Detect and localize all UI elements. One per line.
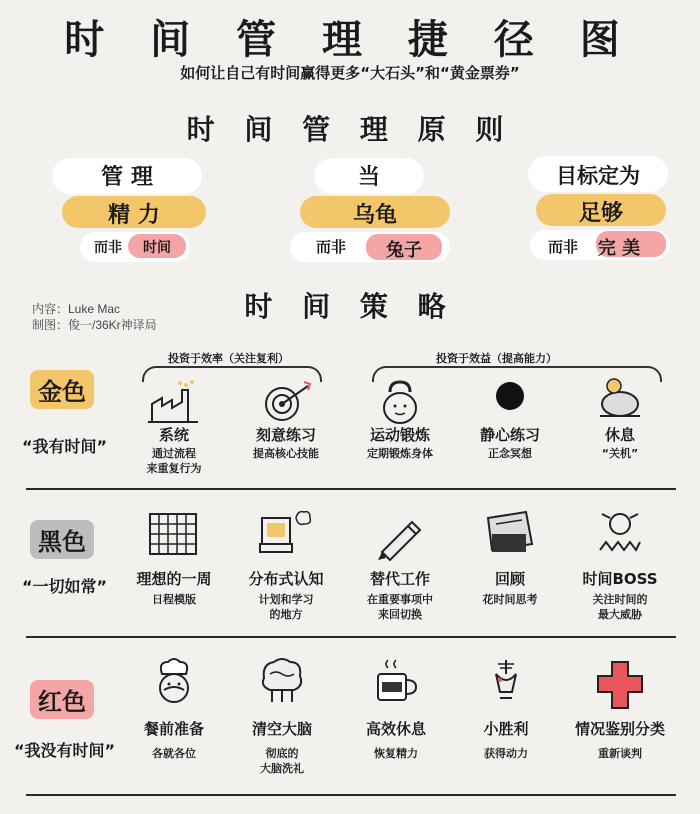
item-sub: 正念冥想 (488, 447, 532, 460)
principle-3-mid: 足够 (578, 201, 623, 226)
item-sub: 日程模版 (152, 593, 196, 606)
item-label: 系统 (158, 426, 189, 444)
item-label: 清空大脑 (251, 720, 312, 738)
principle-2-bottom: 兔子 (386, 240, 422, 261)
item-label: 回顾 (494, 570, 525, 588)
principle-2-top: 当 (357, 165, 380, 190)
computer-icon (258, 506, 314, 558)
item-label: 理想的一周 (136, 570, 212, 588)
row-tag-gold: 金色 (30, 370, 94, 409)
divider (26, 636, 676, 638)
credit-made-by: 制图：俊一/36Kr神译局 (32, 318, 157, 332)
inbox-icon (482, 504, 538, 556)
principle-1-bottom: 时间 (143, 240, 171, 256)
strategy-title: 时 间 策 略 (244, 290, 456, 323)
item-label: 刻意练习 (255, 426, 316, 444)
item-sub: 各就各位 (152, 747, 196, 760)
item-sub: 提高核心技能 (253, 447, 319, 460)
pen-icon (372, 510, 428, 562)
row-tag-black: 黑色 (30, 520, 94, 559)
item-sub: 来回切换 (378, 608, 422, 621)
item-sub: 获得动力 (484, 747, 528, 760)
item-sub: 重新谈判 (598, 747, 642, 760)
brain-icon (254, 654, 310, 706)
item-sub: 通过流程 (152, 447, 196, 460)
item-label: 分布式认知 (248, 570, 324, 588)
principle-1-mid: 精 力 (108, 203, 160, 228)
invest-efficiency-label: 投资于效率（关注复利） (168, 352, 289, 365)
item-label: 小胜利 (483, 720, 529, 738)
item-label: 情况鉴别分类 (574, 720, 665, 738)
row-quote-gold: “我有时间” (22, 437, 108, 456)
principle-3-top: 目标定为 (556, 164, 640, 188)
divider (26, 794, 676, 796)
row-quote-red: “我没有时间” (14, 741, 116, 760)
item-label: 静心练习 (479, 426, 540, 444)
page-title: 时 间 管 理 捷 径 图 (64, 17, 636, 63)
principle-1-top: 管 理 (101, 165, 153, 190)
item-label: 高效休息 (365, 720, 426, 738)
credit-content: 内容：Luke Mac (32, 302, 121, 316)
item-sub: 计划和学习 (258, 593, 314, 606)
item-sub: “关机” (601, 447, 639, 460)
factory-icon (146, 378, 202, 430)
item-sub: 定期锻炼身体 (367, 447, 433, 460)
trophy-icon (478, 656, 534, 708)
row-tag-red: 红色 (30, 680, 94, 719)
principle-1-prefix: 而非 (94, 240, 122, 256)
item-label: 休息 (604, 426, 635, 444)
circle-icon (482, 376, 538, 428)
item-label: 运动锻炼 (369, 426, 430, 444)
coffee-mug-icon (368, 656, 424, 708)
principle-2-mid: 乌龟 (352, 203, 397, 228)
principle-2-prefix: 而非 (315, 238, 346, 256)
principle-3-bottom: 完 美 (597, 238, 641, 259)
item-sub: 来重复行为 (146, 462, 202, 475)
principles-title: 时 间 管 理 原 则 (186, 113, 514, 146)
invest-benefit-label: 投资于效益（提高能力） (436, 352, 557, 365)
item-sub: 在重要事项中 (367, 593, 433, 606)
page-subtitle: 如何让自己有时间赢得更多“大石头”和“黄金票券” (180, 64, 520, 82)
item-sub: 关注时间的 (592, 593, 648, 606)
item-sub: 大脑洗礼 (260, 762, 304, 775)
target-icon (258, 376, 314, 428)
principle-3-prefix: 而非 (547, 238, 578, 256)
row-quote-black: “一切如常” (22, 577, 108, 596)
kettlebell-icon (372, 376, 428, 428)
divider (26, 488, 676, 490)
turtle-icon (592, 372, 648, 424)
chef-icon (146, 656, 202, 708)
boss-icon (592, 504, 648, 556)
item-sub: 最大威胁 (598, 608, 642, 621)
item-label: 餐前准备 (143, 720, 204, 738)
item-sub: 的地方 (269, 608, 303, 621)
calendar-grid-icon (146, 508, 202, 560)
item-label: 时间BOSS (582, 570, 658, 588)
item-label: 替代工作 (369, 570, 430, 588)
red-cross-icon (592, 660, 648, 712)
item-sub: 恢复精力 (374, 747, 418, 760)
item-sub: 彻底的 (265, 747, 299, 760)
item-sub: 花时间思考 (482, 593, 538, 606)
